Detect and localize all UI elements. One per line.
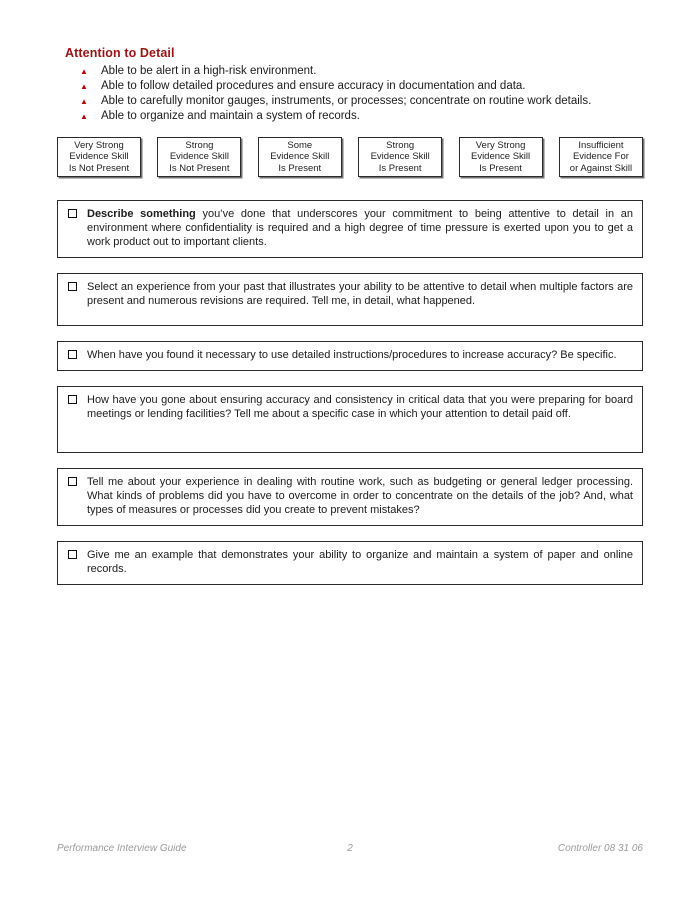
- rating-line: Some: [287, 140, 313, 151]
- rating-line: Strong: [185, 140, 214, 151]
- question-text: [87, 207, 633, 249]
- question-text: [87, 280, 633, 308]
- footer-document-title: Performance Interview Guide: [57, 843, 187, 854]
- rating-box-strong-present[interactable]: [358, 137, 442, 177]
- page-footer: [57, 843, 643, 854]
- skill-bullet-list: [80, 64, 643, 124]
- list-item: [80, 64, 643, 79]
- checkbox-icon[interactable]: [68, 282, 77, 291]
- question-box-2: [57, 273, 643, 326]
- rating-line: Evidence Skill: [69, 151, 129, 163]
- rating-line: Is Not Present: [169, 162, 230, 174]
- section-title: Attention to Detail: [65, 46, 175, 60]
- rating-line: Is Present: [378, 162, 422, 174]
- rating-scale-row: [57, 137, 643, 177]
- list-item: [80, 109, 643, 124]
- footer-document-version: Controller 08 31 06: [557, 843, 643, 854]
- rating-line: Very Strong: [74, 140, 124, 151]
- question-box-1: [57, 200, 643, 258]
- question-lead: Describe something: [87, 208, 196, 221]
- triangle-bullet-icon: ▲: [80, 97, 88, 106]
- question-rest: Tell me about your experience in dealing with routine work, such as budgeting or general ledger processing. What kinds of problems did you have to overcome in order to concentrate on the details of the job? And, what types of measures or processes did you create to prevent mistakes?: [87, 476, 633, 517]
- bullet-text: Able to follow detailed procedures and ensure accuracy in documentation and data.: [101, 80, 526, 92]
- rating-box-insufficient-evidence[interactable]: [559, 137, 643, 177]
- question-box-6: [57, 541, 643, 585]
- rating-box-some-present[interactable]: [258, 137, 342, 177]
- checkbox-icon[interactable]: [68, 395, 77, 404]
- rating-line: Evidence Skill: [370, 151, 430, 163]
- rating-line: Evidence For: [572, 151, 629, 163]
- question-text: [87, 475, 633, 517]
- question-text: [87, 348, 633, 362]
- rating-line: Is Present: [278, 162, 322, 174]
- rating-box-very-strong-not-present[interactable]: [57, 137, 141, 177]
- rating-line: Very Strong: [475, 140, 526, 151]
- rating-line: Evidence Skill: [470, 151, 531, 163]
- rating-line: Insufficient: [578, 140, 624, 151]
- question-box-4: [57, 386, 643, 453]
- triangle-bullet-icon: ▲: [80, 82, 88, 91]
- footer-page-number: 2: [347, 843, 353, 854]
- question-rest: When have you found it necessary to use detailed instructions/procedures to increase accuracy? Be specific.: [87, 349, 617, 362]
- rating-line: Is Present: [479, 162, 522, 174]
- bullet-text: Able to carefully monitor gauges, instruments, or processes; concentrate on routine work details.: [101, 95, 592, 107]
- question-text: [87, 548, 633, 576]
- rating-line: Evidence Skill: [270, 151, 330, 163]
- bullet-text: Able to be alert in a high-risk environment.: [101, 65, 317, 77]
- bullet-text: Able to organize and maintain a system of records.: [101, 110, 360, 122]
- question-box-5: [57, 468, 643, 526]
- triangle-bullet-icon: ▲: [80, 112, 88, 121]
- question-rest: How have you gone about ensuring accuracy and consistency in critical data that you were preparing for board meetings or lending facilities? Tell me about a specific case in which your attention to detail paid off.: [87, 394, 633, 421]
- interview-question-list: [57, 200, 643, 585]
- checkbox-icon[interactable]: [68, 550, 77, 559]
- checkbox-icon[interactable]: [68, 209, 77, 218]
- checkbox-icon[interactable]: [68, 477, 77, 486]
- triangle-bullet-icon: ▲: [80, 67, 88, 76]
- question-rest: you’ve done that underscores your commitment to being attentive to detail in an environment where confidentiality is required and a high degree of time pressure is exerted upon you to get a work product out to important clients.: [87, 208, 633, 249]
- question-rest: Give me an example that demonstrates your ability to organize and maintain a system of paper and online records.: [87, 549, 633, 576]
- checkbox-icon[interactable]: [68, 350, 77, 359]
- rating-line: Is Not Present: [68, 162, 130, 174]
- list-item: [80, 79, 643, 94]
- list-item: [80, 94, 643, 109]
- rating-line: Evidence Skill: [169, 151, 229, 163]
- rating-line: or Against Skill: [569, 162, 633, 174]
- rating-box-strong-not-present[interactable]: [157, 137, 241, 177]
- rating-line: Strong: [386, 140, 415, 151]
- question-box-3: [57, 341, 643, 371]
- rating-box-very-strong-present[interactable]: [459, 137, 543, 177]
- question-rest: Select an experience from your past that illustrates your ability to be attentive to detail when multiple factors are present and numerous revisions are required. Tell me, in detail, what happened.: [87, 281, 633, 308]
- question-text: [87, 393, 633, 421]
